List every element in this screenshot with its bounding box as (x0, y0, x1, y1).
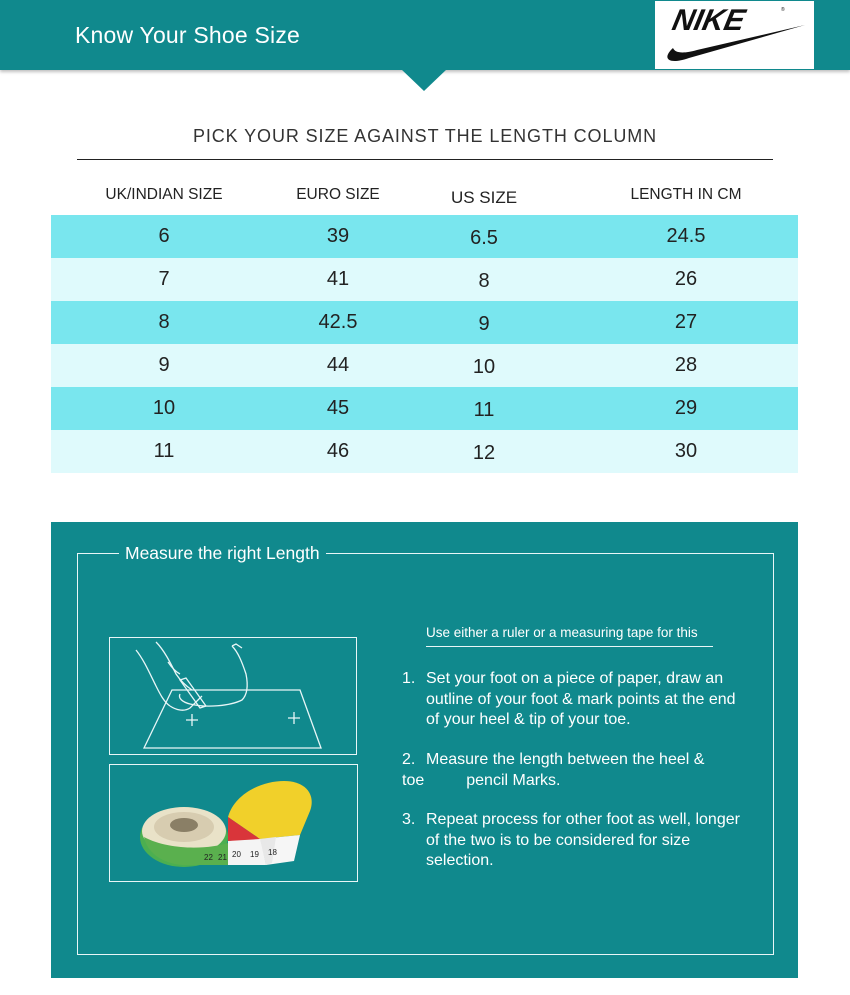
col-euro: EURO SIZE (296, 186, 380, 203)
cell-euro: 44 (326, 354, 350, 376)
cell-euro: 46 (326, 440, 350, 462)
cell-us: 12 (472, 442, 496, 464)
svg-text:20: 20 (232, 850, 241, 859)
table-row (51, 344, 798, 387)
size-table (51, 215, 798, 473)
svg-text:®: ® (781, 7, 785, 13)
cell-euro: 45 (326, 397, 350, 419)
measure-intro: Use either a ruler or a measuring tape for this (426, 625, 698, 640)
cell-euro: 39 (326, 225, 350, 247)
size-table-header (51, 186, 798, 208)
table-row (51, 430, 798, 473)
step-3 (402, 810, 747, 872)
nike-swoosh-icon (655, 1, 814, 69)
logo-wordmark: NIKE (669, 4, 748, 37)
cell-us: 6.5 (470, 227, 498, 249)
cell-uk: 7 (158, 268, 170, 290)
step-3-number: 3. (402, 811, 416, 828)
col-us: US SIZE (450, 188, 518, 207)
page-title: Know Your Shoe Size (75, 22, 301, 48)
step-2-pencil-marks: pencil Marks. (466, 771, 561, 789)
title-divider (77, 159, 773, 160)
header-bar (0, 0, 850, 70)
svg-text:21: 21 (218, 853, 227, 862)
foot-outline-illustration (109, 637, 357, 755)
step-2-text-line2 (402, 771, 747, 792)
step-3-text: Repeat process for other foot as well, longer of the two is to be considered for size selection. (426, 811, 740, 869)
measure-panel (51, 522, 798, 978)
cell-us: 8 (478, 270, 490, 292)
step-1 (402, 669, 747, 731)
measure-title: Measure the right Length (119, 543, 326, 564)
svg-text:18: 18 (268, 848, 277, 857)
cell-uk: 6 (158, 225, 170, 247)
cell-length: 27 (674, 311, 698, 333)
cell-euro: 41 (326, 268, 350, 290)
cell-uk: 10 (152, 397, 176, 419)
cell-us: 11 (473, 399, 495, 421)
step-2-number: 2. (402, 751, 416, 768)
table-row (51, 301, 798, 344)
header-pointer (401, 69, 447, 91)
measuring-tape-icon (110, 765, 357, 881)
size-chart-title: PICK YOUR SIZE AGAINST THE LENGTH COLUMN (192, 126, 658, 146)
cell-length: 24.5 (666, 225, 706, 247)
cell-euro: 42.5 (318, 311, 358, 333)
measuring-tape-image (109, 764, 358, 882)
foot-tracing-icon (110, 638, 356, 754)
step-2-toe: toe (402, 771, 425, 789)
cell-us: 10 (472, 356, 496, 378)
cell-length: 28 (674, 354, 698, 376)
intro-divider (426, 646, 713, 647)
cell-length: 29 (674, 397, 698, 419)
step-1-text: Set your foot on a piece of paper, draw an outline of your foot & mark points at the end of your heel & tip of your toe. (426, 670, 736, 728)
col-length-cm: LENGTH IN CM (630, 186, 742, 203)
step-2 (402, 750, 747, 791)
cell-uk: 9 (158, 354, 170, 376)
table-row (51, 387, 798, 430)
table-row (51, 258, 798, 301)
table-row (51, 215, 798, 258)
step-1-number: 1. (402, 670, 416, 687)
col-uk-indian: UK/INDIAN SIZE (105, 186, 223, 203)
cell-us: 9 (478, 313, 490, 335)
cell-uk: 8 (158, 311, 170, 333)
cell-length: 26 (674, 268, 698, 290)
step-2-text-line1: Measure the length between the heel & (426, 751, 705, 768)
cell-length: 30 (674, 440, 698, 462)
svg-text:19: 19 (250, 850, 259, 859)
svg-text:22: 22 (204, 853, 213, 862)
cell-uk: 11 (153, 440, 175, 462)
nike-logo (655, 1, 814, 69)
